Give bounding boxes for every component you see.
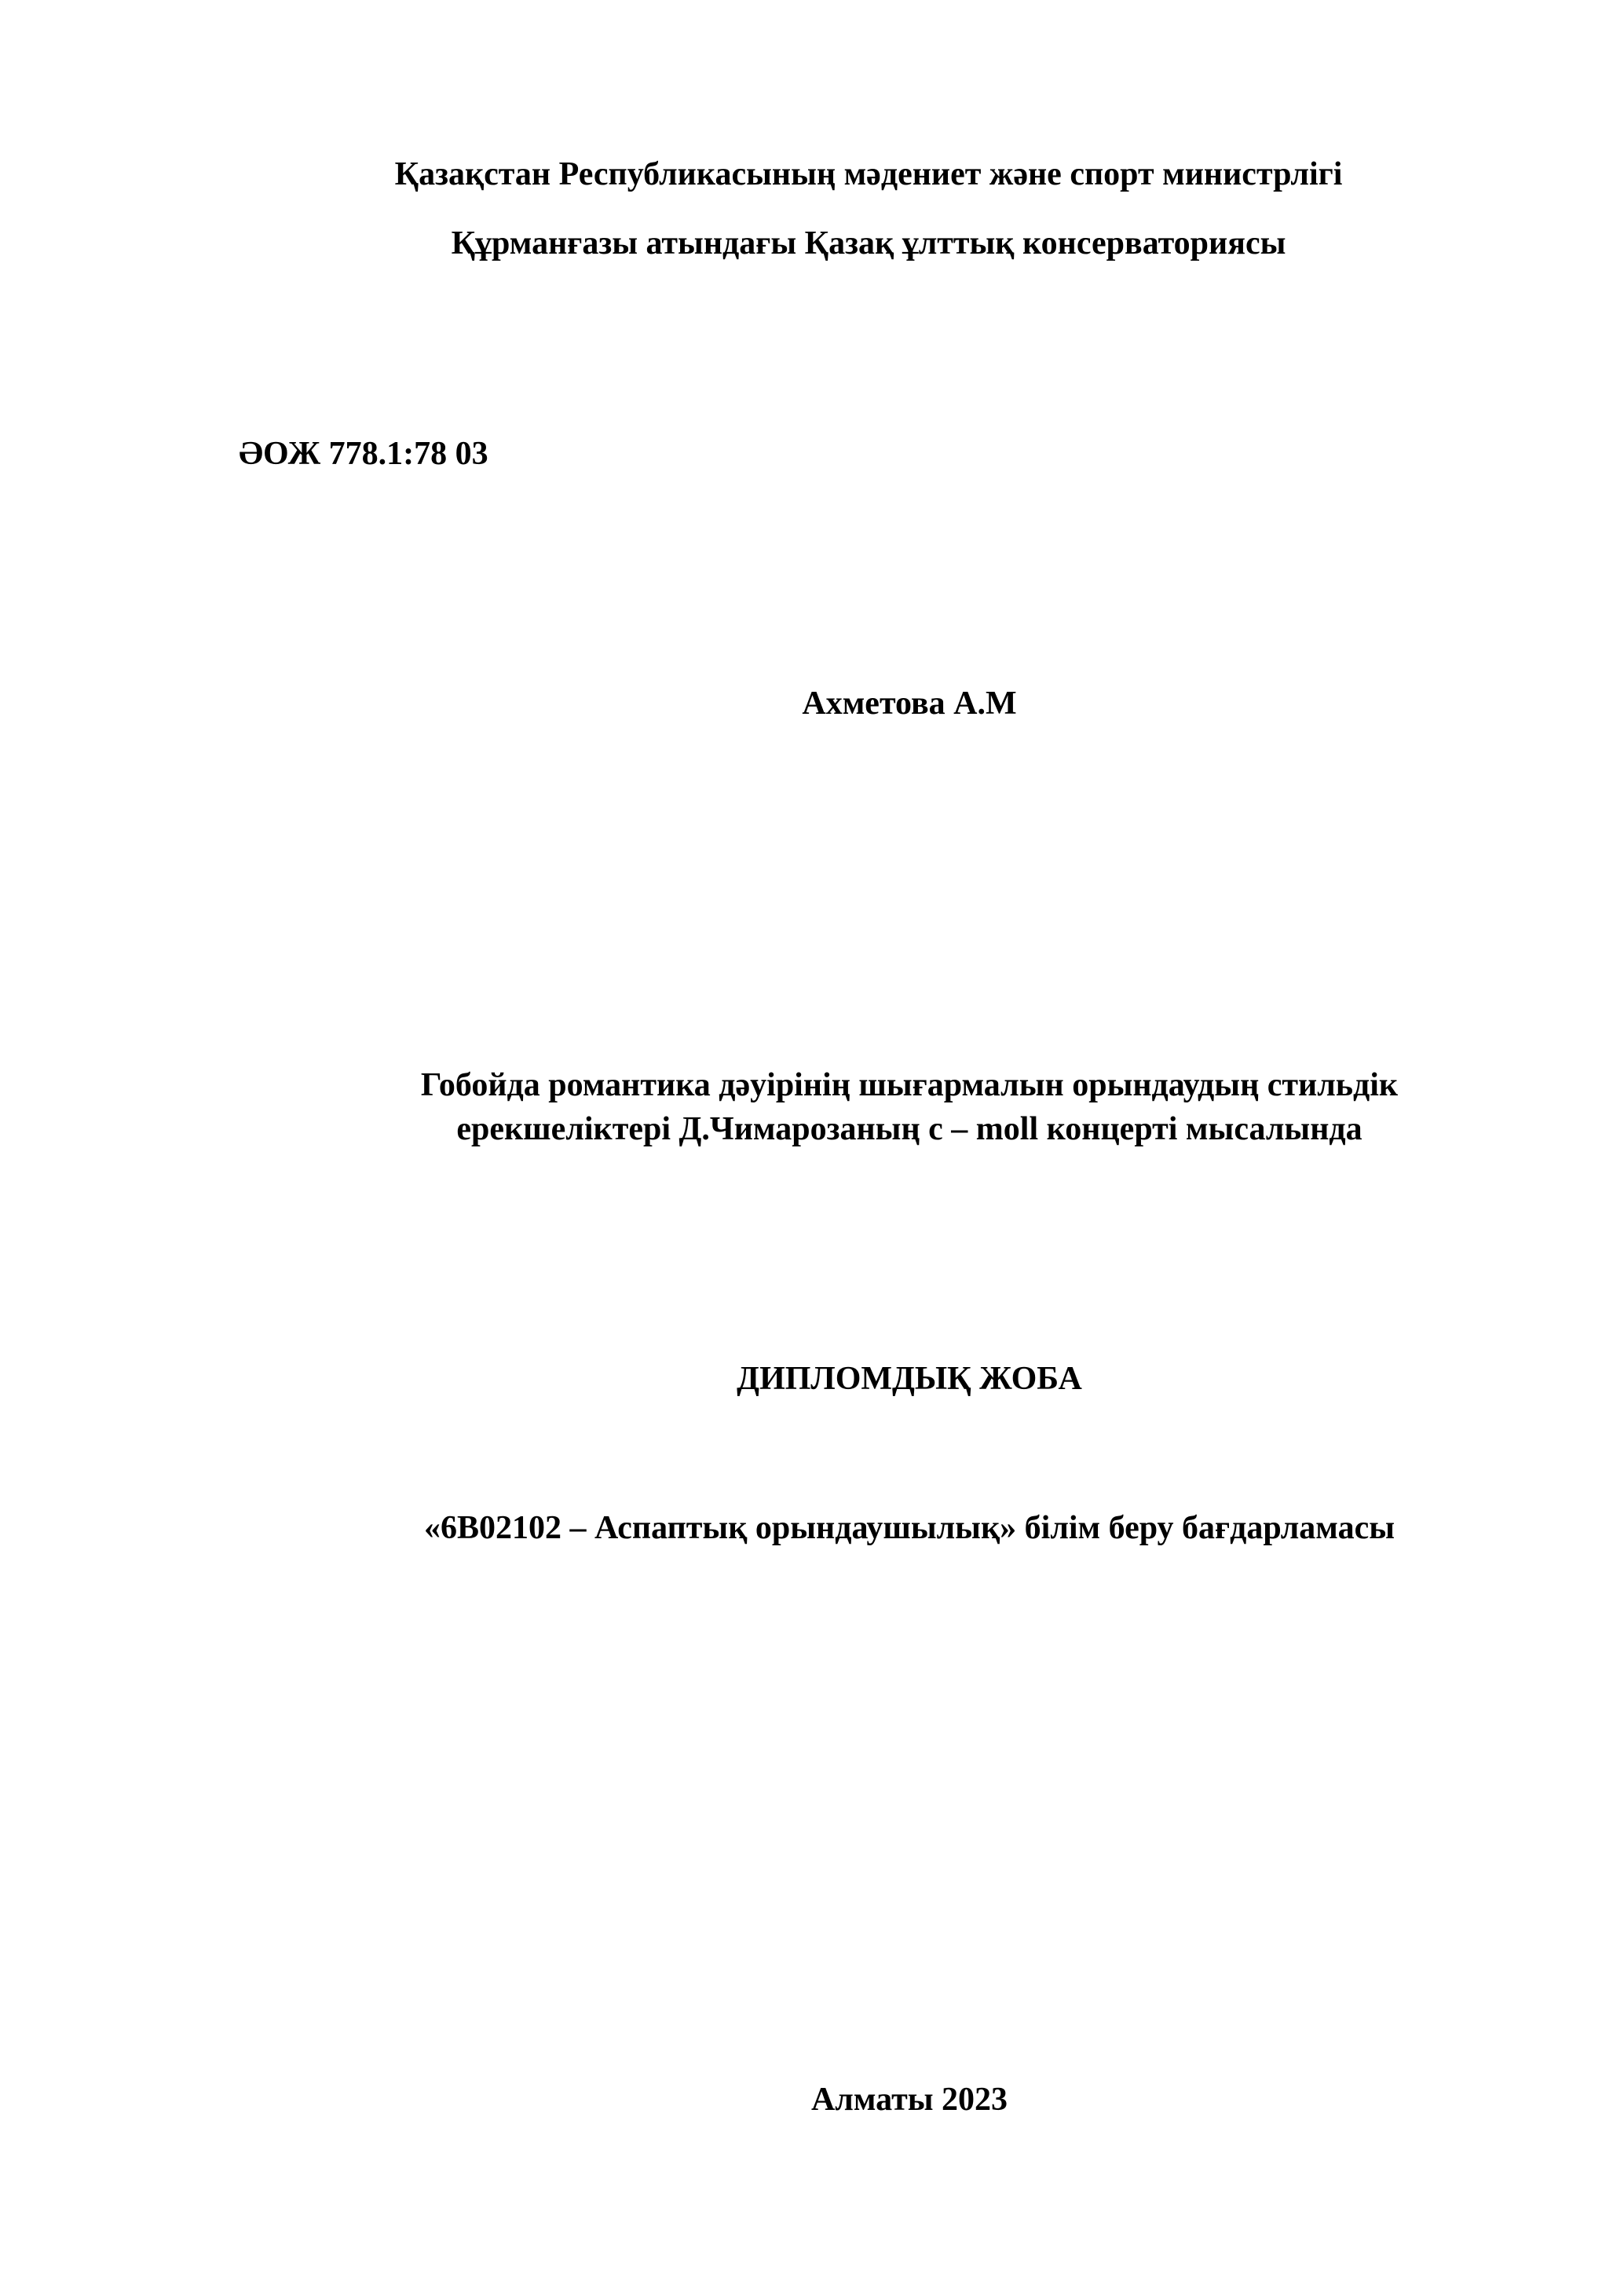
author-name: Ахметова А.М: [802, 686, 1017, 722]
document-type: ДИПЛОМДЫҚ ЖОБА: [737, 1361, 1082, 1397]
education-program: «6В02102 – Аспаптық орындаушылық» білім беру бағдарламасы: [423, 1510, 1395, 1546]
thesis-title-line-1: Гобойда романтика дәуірінің шығармалын орындаудың стильдік: [420, 1067, 1399, 1103]
thesis-title-line-2: ерекшеліктері Д.Чимарозаның c – moll концерті мысалында: [456, 1111, 1362, 1147]
ministry-heading: Қазақстан Республикасының мәдениет және спорт министрлігі: [394, 156, 1343, 192]
conservatory-heading: Құрманғазы атындағы Қазақ ұлттық консерваториясы: [451, 225, 1286, 261]
city-year: Алматы 2023: [810, 2082, 1008, 2118]
udc-code: ӘОЖ 778.1:78 03: [239, 436, 488, 472]
